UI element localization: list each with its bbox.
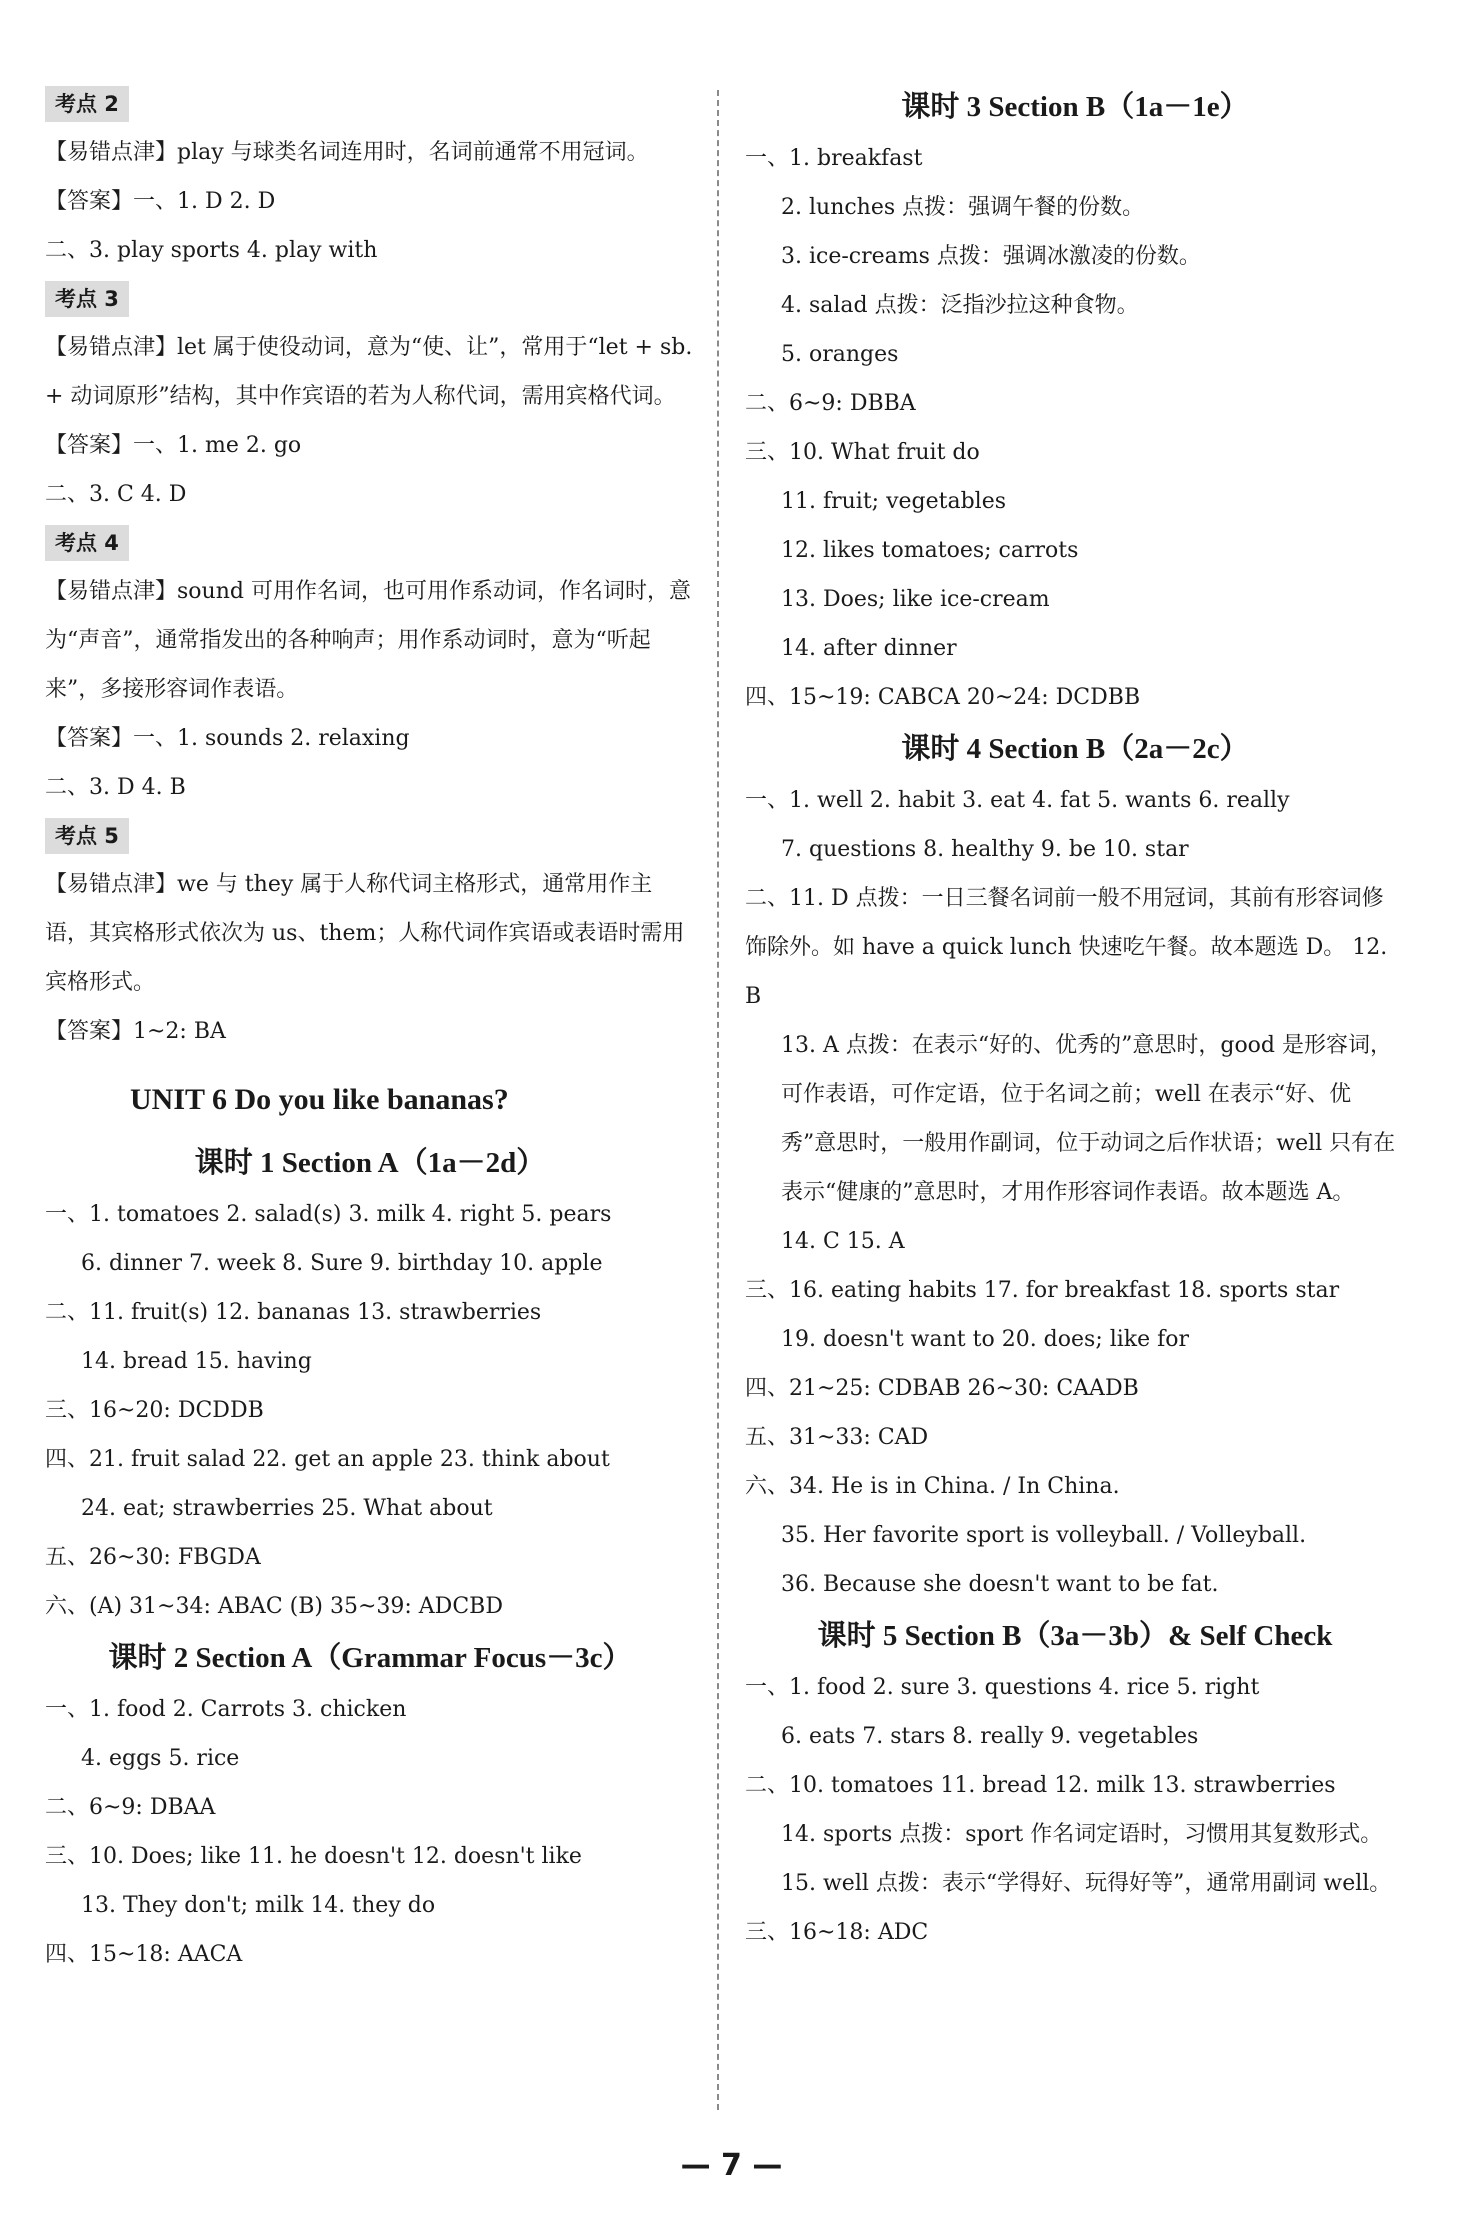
- answer-line: 7. questions 8. healthy 9. be 10. star: [781, 837, 1189, 862]
- left-column: [45, 80, 695, 1979]
- answer-line: 2. lunches 点拨：强调午餐的份数。: [781, 195, 1145, 220]
- answer-line: 11. fruit; vegetables: [781, 489, 1007, 514]
- column-divider: [717, 90, 719, 2110]
- answer-line: 6. eats 7. stars 8. really 9. vegetables: [781, 1724, 1199, 1749]
- answer-line: 【答案】一、1. me 2. go: [45, 433, 302, 458]
- answer-line: 三、16~20: DCDDB: [45, 1398, 264, 1423]
- kaodian-5: [45, 812, 695, 1056]
- answer-line: 6. dinner 7. week 8. Sure 9. birthday 10. apple: [81, 1251, 603, 1276]
- answer-line: 二、3. C 4. D: [45, 482, 187, 507]
- page-number: — 7 —: [680, 2148, 783, 2183]
- answer-line: 13. They don't; milk 14. they do: [81, 1893, 436, 1918]
- answer-line: 二、3. D 4. B: [45, 775, 186, 800]
- answer-line: 一、1. tomatoes 2. salad(s) 3. milk 4. right 5. pears: [45, 1202, 612, 1227]
- lesson-1: [45, 1136, 695, 1631]
- error-tip: 【易错点津】we 与 they 属于人称代词主格形式，通常用作主语，其宾格形式依次为 us、them；人称代词作宾语或表语时需用宾格形式。: [45, 872, 685, 995]
- answer-line: 12. likes tomatoes; carrots: [781, 538, 1079, 563]
- answer-line: 三、16. eating habits 17. for breakfast 18. sports star: [745, 1278, 1340, 1303]
- answer-line: 二、6~9: DBBA: [745, 391, 916, 416]
- answer-line: 四、21~25: CDBAB 26~30: CAADB: [745, 1376, 1139, 1401]
- answer-line: 二、11. fruit(s) 12. bananas 13. strawberries: [45, 1300, 542, 1325]
- kaodian-3: [45, 275, 695, 519]
- error-tip: 【易错点津】let 属于使役动词，意为“使、让”，常用于“let + sb. + 动词原形”结构，其中作宾语的若为人称代词，需用宾格代词。: [45, 335, 693, 409]
- answer-line: 二、6~9: DBAA: [45, 1795, 216, 1820]
- answer-line: 35. Her favorite sport is volleyball. / Volleyball.: [781, 1523, 1307, 1548]
- answer-line: 4. salad 点拨：泛指沙拉这种食物。: [781, 293, 1139, 318]
- answer-line: 一、1. food 2. sure 3. questions 4. rice 5. right: [745, 1675, 1260, 1700]
- answer-line: 【答案】一、1. D 2. D: [45, 189, 276, 214]
- answer-explanation: 14. sports 点拨：sport 作名词定语时，习惯用其复数形式。: [781, 1822, 1383, 1847]
- kaodian-tag: 考点 2: [45, 86, 129, 122]
- answer-line: 24. eat; strawberries 25. What about: [81, 1496, 493, 1521]
- answer-line: 14. after dinner: [781, 636, 957, 661]
- answer-line: 三、10. Does; like 11. he doesn't 12. doesn't like: [45, 1844, 582, 1869]
- answer-line: 二、10. tomatoes 11. bread 12. milk 13. strawberries: [745, 1773, 1336, 1798]
- lesson-title: 课时 5 Section B（3a－3b）& Self Check: [817, 1620, 1333, 1652]
- kaodian-tag: 考点 4: [45, 525, 129, 561]
- lesson-2: [45, 1631, 695, 1979]
- answer-line: 3. ice-creams 点拨：强调冰激凌的份数。: [781, 244, 1201, 269]
- error-tip: 【易错点津】sound 可用作名词，也可用作系动词，作名词时，意为“声音”，通常指发出的各种响声；用作系动词时，意为“听起来”，多接形容词作表语。: [45, 579, 691, 702]
- right-column: [745, 80, 1405, 1957]
- lesson-5: [745, 1609, 1405, 1957]
- lesson-title: 课时 1 Section A（1a－2d）: [194, 1147, 546, 1179]
- kaodian-4: [45, 519, 695, 812]
- answer-line: 一、1. well 2. habit 3. eat 4. fat 5. wants 6. really: [745, 788, 1290, 813]
- kaodian-2: [45, 80, 695, 275]
- answer-line: 五、31~33: CAD: [745, 1425, 929, 1450]
- answer-line: 二、3. play sports 4. play with: [45, 238, 378, 263]
- answer-line: 一、1. food 2. Carrots 3. chicken: [45, 1697, 407, 1722]
- error-tip: 【易错点津】play 与球类名词连用时，名词前通常不用冠词。: [45, 140, 649, 165]
- answer-explanation: 15. well 点拨：表示“学得好、玩得好等”，通常用副词 well。: [781, 1871, 1392, 1896]
- answer-line: 四、15~18: AACA: [45, 1942, 243, 1967]
- answer-explanation: 13. A 点拨：在表示“好的、优秀的”意思时，good 是形容词，可作表语，可作定语，位于名词之前；well 在表示“好、优秀”意思时，一般用作副词，位于动词之后作状语；well 只有在表示“健康的”意思时，才用作形容词作表语。故本题选 A。: [781, 1033, 1396, 1205]
- lesson-title: 课时 2 Section A（Grammar Focus－3c）: [108, 1642, 632, 1674]
- answer-explanation: 二、11. D 点拨：一日三餐名词前一般不用冠词，其前有形容词修饰除外。如 have a quick lunch 快速吃午餐。故本题选 D。 12. B: [745, 886, 1388, 1009]
- answer-line: 一、1. breakfast: [745, 146, 923, 171]
- answer-line: 四、21. fruit salad 22. get an apple 23. think about: [45, 1447, 610, 1472]
- answer-line: 14. bread 15. having: [81, 1349, 312, 1374]
- unit-title: UNIT 6 Do you like bananas?: [130, 1083, 509, 1116]
- answer-line: 4. eggs 5. rice: [81, 1746, 240, 1771]
- kaodian-tag: 考点 5: [45, 818, 129, 854]
- answer-line: 四、15~19: CABCA 20~24: DCDBB: [745, 685, 1141, 710]
- lesson-title: 课时 3 Section B（1a－1e）: [901, 91, 1249, 123]
- answer-line: 13. Does; like ice-cream: [781, 587, 1050, 612]
- answer-line: 5. oranges: [781, 342, 899, 367]
- lesson-title: 课时 4 Section B（2a－2c）: [901, 733, 1249, 765]
- lesson-4: [745, 722, 1405, 1609]
- answer-line: 【答案】1~2: BA: [45, 1019, 226, 1044]
- answer-line: 36. Because she doesn't want to be fat.: [781, 1572, 1219, 1597]
- answer-line: 三、16~18: ADC: [745, 1920, 929, 1945]
- kaodian-tag: 考点 3: [45, 281, 129, 317]
- answer-line: 19. doesn't want to 20. does; like for: [781, 1327, 1190, 1352]
- answer-line: 五、26~30: FBGDA: [45, 1545, 261, 1570]
- answer-line: 六、34. He is in China. / In China.: [745, 1474, 1120, 1499]
- answer-line: 【答案】一、1. sounds 2. relaxing: [45, 726, 410, 751]
- lesson-3: [745, 80, 1405, 722]
- answer-line: 三、10. What fruit do: [745, 440, 980, 465]
- answer-line: 六、(A) 31~34: ABAC (B) 35~39: ADCBD: [45, 1594, 503, 1619]
- answer-line: 14. C 15. A: [781, 1229, 905, 1254]
